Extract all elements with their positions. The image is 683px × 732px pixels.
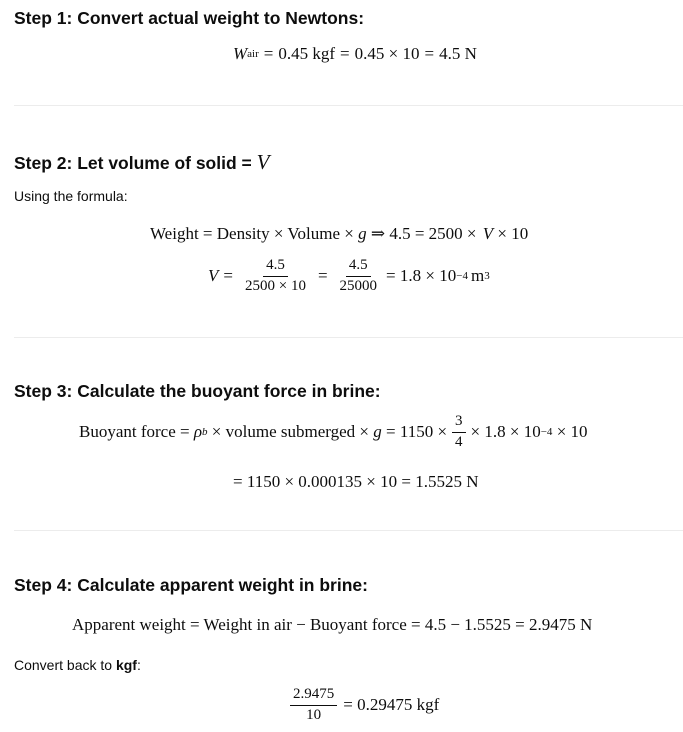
equals-sign: =: [223, 266, 233, 286]
volume-equation: [208, 258, 490, 295]
convert-kgf-post: :: [136, 657, 141, 673]
volume-symbol: V: [208, 266, 219, 286]
equals-sign: =: [317, 266, 328, 286]
weight-formula-text: Weight = Density × Volume ×: [150, 224, 359, 243]
step-3-heading-pre: Step 3: Calculate the: [14, 381, 191, 401]
fraction: [452, 414, 466, 451]
gravity-symbol: g: [373, 422, 382, 442]
air-subscript: air: [247, 48, 259, 60]
newton-result: 4.5 N: [439, 44, 477, 63]
buoyant-force-post: × 1.8 × 10: [470, 422, 541, 442]
step-2-heading: [14, 150, 269, 175]
weight-formula-rest: ⇒ 4.5 = 2500 ×: [366, 224, 481, 243]
exponent: −4: [540, 426, 553, 439]
fraction: [242, 258, 309, 295]
step-1-equation: [233, 44, 477, 64]
buoyant-force-mid2: = 1150 ×: [381, 422, 448, 442]
density-subscript: b: [202, 426, 208, 439]
fraction-denominator: 25000: [339, 277, 378, 294]
convert-kgf-text: [14, 657, 141, 673]
convert-kgf-pre: Convert back to: [14, 657, 116, 673]
volume-symbol: V: [482, 224, 494, 243]
fraction-numerator: 4.5: [346, 258, 371, 277]
gravity-symbol: g: [358, 224, 367, 243]
conversion-calc: 0.45 × 10: [354, 44, 420, 63]
apparent-weight-equation: Apparent weight = Weight in air − Buoyant force = 4.5 − 1.5525 = 2.9475 N: [72, 615, 593, 634]
weight-formula: [150, 224, 528, 244]
equals-sign: =: [340, 44, 350, 63]
step-3-heading-bold: buoyant force: [191, 381, 307, 401]
fraction: [290, 687, 337, 724]
buoyant-force-post2: × 10: [552, 422, 588, 442]
step-4-heading-post: in brine:: [294, 575, 368, 595]
fraction-denominator: 10: [306, 706, 322, 723]
fraction-denominator: 4: [455, 433, 463, 450]
volume-result: = 1.8 × 10: [386, 266, 457, 286]
step-1-heading: Step 1: Convert actual weight to Newtons:: [14, 8, 365, 28]
section-divider: [14, 337, 683, 338]
step-4-heading-pre: Step 4: Calculate: [14, 575, 160, 595]
convert-kgf-bold: kgf: [115, 657, 137, 673]
kgf-equation: [286, 687, 439, 724]
step-2-heading-text: Step 2: Let volume of solid =: [14, 153, 257, 173]
step-4-heading: [14, 575, 368, 596]
exponent: −4: [456, 270, 468, 283]
volume-symbol: V: [256, 150, 270, 174]
density-symbol: ρ: [193, 422, 203, 442]
equals-sign: =: [263, 44, 274, 63]
step-4-heading-bold: apparent weight: [159, 575, 295, 595]
section-divider: [14, 105, 683, 106]
using-formula-text: Using the formula:: [14, 188, 128, 204]
fraction-numerator: 3: [452, 414, 466, 433]
kgf-result: = 0.29475 kgf: [343, 695, 440, 715]
step-3-heading-post: in brine:: [306, 381, 381, 401]
volume-unit: m: [470, 266, 485, 286]
fraction-numerator: 2.9475: [290, 687, 337, 706]
fraction-numerator: 4.5: [263, 258, 288, 277]
buoyant-force-result: = 1150 × 0.000135 × 10 = 1.5525 N: [233, 472, 479, 491]
buoyant-force-label: Buoyant force =: [79, 422, 194, 442]
fraction-denominator: 2500 × 10: [244, 277, 306, 294]
section-divider: [14, 530, 683, 531]
step-3-heading: [14, 381, 381, 402]
equals-sign: =: [424, 44, 435, 63]
buoyant-force-mid: × volume submerged ×: [207, 422, 374, 442]
kgf-value: 0.45 kgf: [278, 44, 336, 63]
buoyant-force-equation: [79, 414, 588, 451]
weight-formula-end: × 10: [493, 224, 529, 243]
fraction: [337, 258, 381, 295]
weight-symbol: W: [233, 44, 248, 63]
unit-exponent: 3: [484, 270, 490, 283]
